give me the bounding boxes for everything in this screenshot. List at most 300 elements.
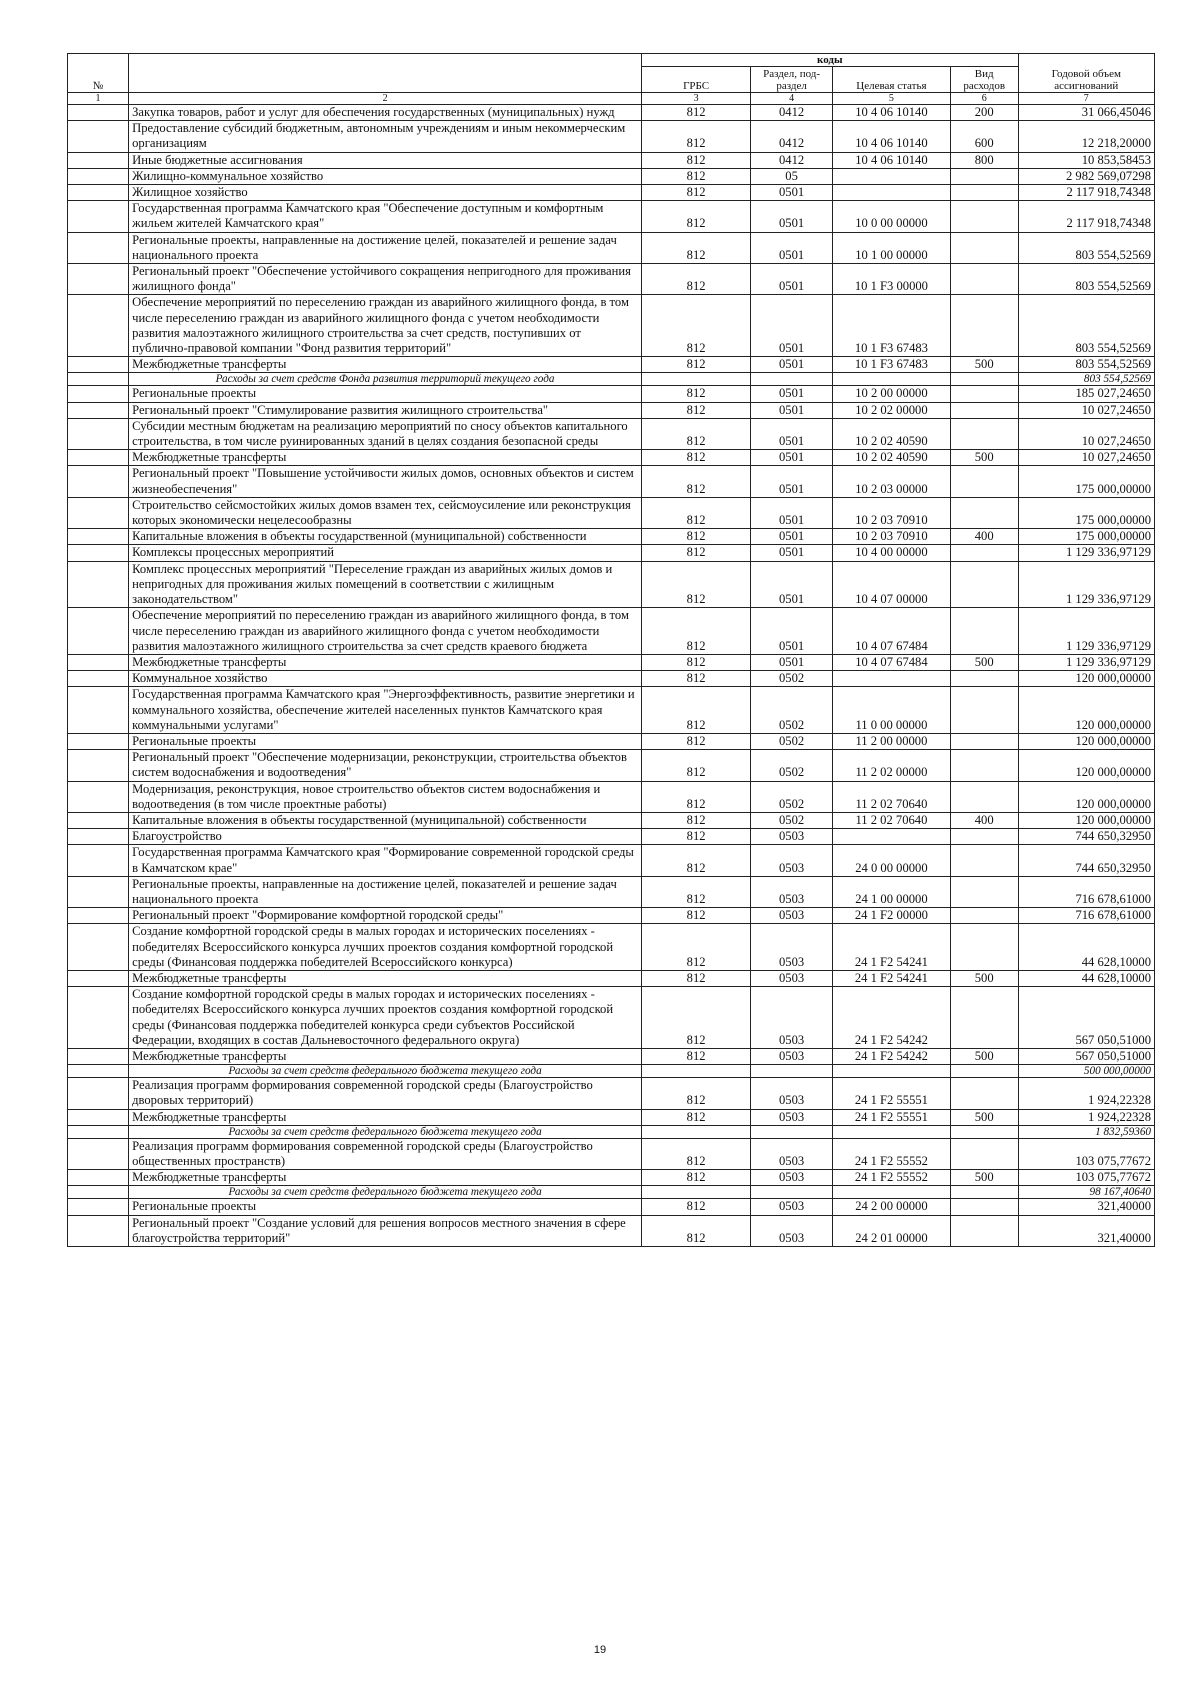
cell-num xyxy=(68,466,129,497)
table-row xyxy=(68,121,1155,152)
cell-section: 0501 xyxy=(751,418,833,449)
table-row xyxy=(68,1199,1155,1215)
cell-amount: 567 050,51000 xyxy=(1018,1048,1154,1064)
cell-section: 0503 xyxy=(751,1109,833,1125)
cell-target: 24 1 F2 55552 xyxy=(833,1170,951,1186)
cell-name: Региональные проекты xyxy=(129,733,642,749)
cell-section: 0501 xyxy=(751,402,833,418)
table-row xyxy=(68,1078,1155,1109)
cell-expense xyxy=(950,781,1018,812)
cell-target: 10 1 F3 67483 xyxy=(833,295,951,357)
table-row xyxy=(68,561,1155,608)
cell-section: 0502 xyxy=(751,733,833,749)
cell-name: Межбюджетные трансферты xyxy=(129,357,642,373)
cell-grbs: 812 xyxy=(642,970,751,986)
table-row xyxy=(68,105,1155,121)
cell-grbs: 812 xyxy=(642,654,751,670)
table-row xyxy=(68,185,1155,201)
cell-name: Расходы за счет средств Фонда развития территорий текущего года xyxy=(129,373,642,386)
cell-amount: 716 678,61000 xyxy=(1018,908,1154,924)
cell-amount: 120 000,00000 xyxy=(1018,687,1154,734)
header-name xyxy=(129,54,642,93)
cell-expense xyxy=(950,987,1018,1049)
cell-name: Комплексы процессных мероприятий xyxy=(129,545,642,561)
cell-num xyxy=(68,168,129,184)
cell-grbs: 812 xyxy=(642,497,751,528)
cell-num xyxy=(68,987,129,1049)
table-header xyxy=(68,54,1155,105)
cell-num xyxy=(68,561,129,608)
cell-target: 10 0 00 00000 xyxy=(833,201,951,232)
cell-expense xyxy=(950,750,1018,781)
table-row xyxy=(68,497,1155,528)
cell-num xyxy=(68,750,129,781)
cell-expense xyxy=(950,876,1018,907)
cell-num xyxy=(68,201,129,232)
table-row xyxy=(68,152,1155,168)
cell-name: Жилищно-коммунальное хозяйство xyxy=(129,168,642,184)
cell-num xyxy=(68,373,129,386)
cell-amount: 120 000,00000 xyxy=(1018,671,1154,687)
cell-grbs: 812 xyxy=(642,201,751,232)
cell-target xyxy=(833,1065,951,1078)
cell-expense xyxy=(950,201,1018,232)
cell-target: 10 1 F3 00000 xyxy=(833,264,951,295)
cell-section xyxy=(751,373,833,386)
cell-section xyxy=(751,1065,833,1078)
cell-num xyxy=(68,970,129,986)
cell-amount: 1 129 336,97129 xyxy=(1018,608,1154,655)
cell-amount: 1 129 336,97129 xyxy=(1018,561,1154,608)
cell-amount: 12 218,20000 xyxy=(1018,121,1154,152)
table-row xyxy=(68,924,1155,971)
cell-amount: 2 117 918,74348 xyxy=(1018,185,1154,201)
cell-num xyxy=(68,654,129,670)
cell-num xyxy=(68,671,129,687)
table-row xyxy=(68,386,1155,402)
cell-name: Межбюджетные трансферты xyxy=(129,654,642,670)
cell-section: 0412 xyxy=(751,121,833,152)
cell-target xyxy=(833,671,951,687)
cell-expense: 600 xyxy=(950,121,1018,152)
cell-amount: 716 678,61000 xyxy=(1018,876,1154,907)
cell-grbs xyxy=(642,1125,751,1138)
cell-target: 24 1 F2 55551 xyxy=(833,1078,951,1109)
cell-target: 10 4 06 10140 xyxy=(833,152,951,168)
cell-name: Межбюджетные трансферты xyxy=(129,450,642,466)
cell-grbs: 812 xyxy=(642,357,751,373)
cell-num xyxy=(68,908,129,924)
cell-target: 24 1 F2 54242 xyxy=(833,1048,951,1064)
table-row xyxy=(68,1048,1155,1064)
cell-amount: 744 650,32950 xyxy=(1018,845,1154,876)
cell-section: 0501 xyxy=(751,545,833,561)
table-row xyxy=(68,1170,1155,1186)
cell-expense xyxy=(950,687,1018,734)
column-number: 6 xyxy=(950,93,1018,105)
cell-section: 0501 xyxy=(751,654,833,670)
cell-section: 0503 xyxy=(751,1078,833,1109)
cell-grbs: 812 xyxy=(642,781,751,812)
cell-expense xyxy=(950,497,1018,528)
cell-expense: 500 xyxy=(950,1109,1018,1125)
cell-section: 0502 xyxy=(751,781,833,812)
cell-num xyxy=(68,121,129,152)
cell-target: 10 4 06 10140 xyxy=(833,121,951,152)
cell-grbs: 812 xyxy=(642,121,751,152)
header-num: № xyxy=(68,54,129,93)
cell-grbs: 812 xyxy=(642,812,751,828)
cell-expense xyxy=(950,402,1018,418)
cell-num xyxy=(68,876,129,907)
column-numbers-row xyxy=(68,93,1155,105)
cell-name: Межбюджетные трансферты xyxy=(129,1048,642,1064)
cell-section: 0503 xyxy=(751,876,833,907)
cell-expense xyxy=(950,295,1018,357)
cell-name: Обеспечение мероприятий по переселению граждан из аварийного жилищного фонда, в том числе переселению граждан из аварийного жилищного фонда с учетом необходимости развития малоэтажного жилищного строительства за счет средств, поступивших от публично-правовой компании "Фонд развития территорий" xyxy=(129,295,642,357)
cell-amount: 1 924,22328 xyxy=(1018,1078,1154,1109)
table-row xyxy=(68,654,1155,670)
cell-name: Модернизация, реконструкция, новое строительство объектов систем водоснабжения и водоотведения (в том числе проектные работы) xyxy=(129,781,642,812)
cell-section: 0502 xyxy=(751,687,833,734)
cell-expense xyxy=(950,561,1018,608)
cell-num xyxy=(68,687,129,734)
cell-amount: 2 982 569,07298 xyxy=(1018,168,1154,184)
table-row xyxy=(68,450,1155,466)
cell-amount: 44 628,10000 xyxy=(1018,924,1154,971)
cell-section: 0501 xyxy=(751,201,833,232)
cell-grbs: 812 xyxy=(642,1199,751,1215)
cell-num xyxy=(68,845,129,876)
cell-section: 0502 xyxy=(751,812,833,828)
cell-name: Региональный проект "Обеспечение устойчивого сокращения непригодного для проживания жилищного фонда" xyxy=(129,264,642,295)
cell-amount: 2 117 918,74348 xyxy=(1018,201,1154,232)
cell-target: 10 1 F3 67483 xyxy=(833,357,951,373)
cell-section: 0501 xyxy=(751,386,833,402)
cell-amount: 803 554,52569 xyxy=(1018,295,1154,357)
cell-amount: 803 554,52569 xyxy=(1018,373,1154,386)
cell-grbs: 812 xyxy=(642,1109,751,1125)
cell-name: Расходы за счет средств федерального бюджета текущего года xyxy=(129,1065,642,1078)
cell-amount: 803 554,52569 xyxy=(1018,357,1154,373)
cell-expense: 800 xyxy=(950,152,1018,168)
cell-expense xyxy=(950,608,1018,655)
cell-num xyxy=(68,1109,129,1125)
cell-target: 10 2 02 40590 xyxy=(833,450,951,466)
cell-amount: 120 000,00000 xyxy=(1018,781,1154,812)
table-row-source-note xyxy=(68,373,1155,386)
cell-name: Региональный проект "Формирование комфортной городской среды" xyxy=(129,908,642,924)
cell-grbs: 812 xyxy=(642,908,751,924)
cell-name: Государственная программа Камчатского края "Энергоэффективность, развитие энергетики и коммунального хозяйства, обеспечение жителей населенных пунктов Камчатского края коммунальными услугами" xyxy=(129,687,642,734)
cell-grbs: 812 xyxy=(642,987,751,1049)
cell-expense xyxy=(950,829,1018,845)
column-number: 5 xyxy=(833,93,951,105)
cell-target: 24 1 F2 54241 xyxy=(833,970,951,986)
cell-section: 0503 xyxy=(751,1048,833,1064)
cell-section: 0503 xyxy=(751,924,833,971)
cell-name: Субсидии местным бюджетам на реализацию мероприятий по сносу объектов капитального строительства, в том числе руинированных зданий в целях создания безопасной среды xyxy=(129,418,642,449)
cell-num xyxy=(68,152,129,168)
table-row xyxy=(68,908,1155,924)
budget-table xyxy=(67,53,1155,1247)
cell-target: 24 1 F2 54242 xyxy=(833,987,951,1049)
cell-section: 0501 xyxy=(751,264,833,295)
cell-grbs: 812 xyxy=(642,418,751,449)
cell-num xyxy=(68,450,129,466)
cell-name: Капитальные вложения в объекты государственной (муниципальной) собственности xyxy=(129,529,642,545)
cell-target: 10 2 03 00000 xyxy=(833,466,951,497)
cell-expense: 500 xyxy=(950,654,1018,670)
cell-amount: 1 129 336,97129 xyxy=(1018,654,1154,670)
page-number: 19 xyxy=(593,1644,607,1656)
cell-amount: 98 167,40640 xyxy=(1018,1186,1154,1199)
cell-expense xyxy=(950,168,1018,184)
cell-name: Реализация программ формирования современной городской среды (Благоустройство дворовых территорий) xyxy=(129,1078,642,1109)
cell-target: 10 2 03 70910 xyxy=(833,529,951,545)
cell-name: Региональный проект "Повышение устойчивости жилых домов, основных объектов и систем жизнеобеспечения" xyxy=(129,466,642,497)
cell-grbs: 812 xyxy=(642,733,751,749)
cell-section: 0503 xyxy=(751,970,833,986)
cell-section: 0502 xyxy=(751,750,833,781)
cell-target xyxy=(833,829,951,845)
cell-target: 10 2 02 40590 xyxy=(833,418,951,449)
cell-grbs: 812 xyxy=(642,232,751,263)
cell-grbs: 812 xyxy=(642,924,751,971)
cell-name: Межбюджетные трансферты xyxy=(129,1109,642,1125)
cell-target: 11 2 02 70640 xyxy=(833,781,951,812)
cell-expense: 400 xyxy=(950,812,1018,828)
cell-section: 0501 xyxy=(751,185,833,201)
cell-expense xyxy=(950,466,1018,497)
cell-amount: 321,40000 xyxy=(1018,1215,1154,1246)
header-codes: коды xyxy=(642,54,1019,67)
cell-section: 0503 xyxy=(751,987,833,1049)
cell-grbs: 812 xyxy=(642,1048,751,1064)
cell-target: 10 2 03 70910 xyxy=(833,497,951,528)
cell-target: 10 2 00 00000 xyxy=(833,386,951,402)
cell-name: Региональный проект "Создание условий для решения вопросов местного значения в сфере благоустройства территорий" xyxy=(129,1215,642,1246)
cell-grbs: 812 xyxy=(642,561,751,608)
column-number: 4 xyxy=(751,93,833,105)
cell-num xyxy=(68,105,129,121)
cell-num xyxy=(68,1048,129,1064)
cell-section: 0503 xyxy=(751,1170,833,1186)
cell-grbs: 812 xyxy=(642,466,751,497)
cell-name: Создание комфортной городской среды в малых городах и исторических поселениях - победителях Всероссийского конкурса лучших проектов создания комфортной городской среды (Финансовая поддержка победителей Всероссийского конкурса) xyxy=(129,924,642,971)
cell-expense: 500 xyxy=(950,970,1018,986)
cell-amount: 1 924,22328 xyxy=(1018,1109,1154,1125)
cell-target: 11 2 02 70640 xyxy=(833,812,951,828)
cell-num xyxy=(68,924,129,971)
cell-num xyxy=(68,1065,129,1078)
cell-expense xyxy=(950,185,1018,201)
cell-num xyxy=(68,829,129,845)
table-row xyxy=(68,201,1155,232)
cell-expense xyxy=(950,845,1018,876)
cell-section: 0501 xyxy=(751,357,833,373)
cell-expense xyxy=(950,264,1018,295)
cell-expense xyxy=(950,671,1018,687)
table-row xyxy=(68,1109,1155,1125)
table-row xyxy=(68,845,1155,876)
cell-grbs: 812 xyxy=(642,671,751,687)
cell-amount: 175 000,00000 xyxy=(1018,497,1154,528)
cell-num xyxy=(68,295,129,357)
table-row-source-note xyxy=(68,1065,1155,1078)
cell-target: 24 1 00 00000 xyxy=(833,876,951,907)
cell-num xyxy=(68,497,129,528)
cell-target: 24 1 F2 55551 xyxy=(833,1109,951,1125)
table-row-source-note xyxy=(68,1125,1155,1138)
cell-expense xyxy=(950,232,1018,263)
cell-num xyxy=(68,545,129,561)
table-row-source-note xyxy=(68,1186,1155,1199)
cell-grbs: 812 xyxy=(642,529,751,545)
cell-amount: 31 066,45046 xyxy=(1018,105,1154,121)
cell-amount: 744 650,32950 xyxy=(1018,829,1154,845)
cell-amount: 500 000,00000 xyxy=(1018,1065,1154,1078)
cell-amount: 803 554,52569 xyxy=(1018,264,1154,295)
cell-expense xyxy=(950,1199,1018,1215)
cell-num xyxy=(68,1078,129,1109)
cell-target: 11 0 00 00000 xyxy=(833,687,951,734)
cell-num xyxy=(68,232,129,263)
cell-amount: 175 000,00000 xyxy=(1018,529,1154,545)
column-number: 3 xyxy=(642,93,751,105)
cell-num xyxy=(68,386,129,402)
cell-grbs: 812 xyxy=(642,608,751,655)
cell-expense: 500 xyxy=(950,357,1018,373)
budget-sheet xyxy=(67,53,1155,1247)
cell-grbs: 812 xyxy=(642,386,751,402)
table-row xyxy=(68,418,1155,449)
cell-grbs: 812 xyxy=(642,450,751,466)
table-row xyxy=(68,1138,1155,1169)
table-row xyxy=(68,608,1155,655)
cell-name: Обеспечение мероприятий по переселению граждан из аварийного жилищного фонда, в том числе переселению граждан из аварийного жилищного фонда с учетом необходимости развития малоэтажного жилищного строительства за счет средств краевого бюджета xyxy=(129,608,642,655)
header-section: Раздел, под-раздел xyxy=(751,67,833,93)
cell-num xyxy=(68,812,129,828)
cell-section: 0503 xyxy=(751,829,833,845)
cell-grbs: 812 xyxy=(642,1215,751,1246)
cell-grbs: 812 xyxy=(642,687,751,734)
column-number: 2 xyxy=(129,93,642,105)
cell-target xyxy=(833,168,951,184)
cell-name: Предоставление субсидий бюджетным, автономным учреждениям и иным некоммерческим организациям xyxy=(129,121,642,152)
cell-grbs xyxy=(642,373,751,386)
cell-name: Комплекс процессных мероприятий "Переселение граждан из аварийных жилых домов и непригодных для проживания жилых помещений в соответствии с жилищным законодательством" xyxy=(129,561,642,608)
cell-num xyxy=(68,1138,129,1169)
cell-num xyxy=(68,1215,129,1246)
cell-grbs: 812 xyxy=(642,845,751,876)
column-number: 7 xyxy=(1018,93,1154,105)
cell-section: 0501 xyxy=(751,295,833,357)
cell-section: 0501 xyxy=(751,232,833,263)
cell-name: Расходы за счет средств федерального бюджета текущего года xyxy=(129,1125,642,1138)
table-row xyxy=(68,295,1155,357)
cell-name: Межбюджетные трансферты xyxy=(129,1170,642,1186)
table-row xyxy=(68,402,1155,418)
cell-target: 24 1 F2 54241 xyxy=(833,924,951,971)
table-row xyxy=(68,232,1155,263)
cell-grbs: 812 xyxy=(642,545,751,561)
cell-name: Расходы за счет средств федерального бюджета текущего года xyxy=(129,1186,642,1199)
cell-grbs: 812 xyxy=(642,750,751,781)
table-row xyxy=(68,733,1155,749)
cell-grbs: 812 xyxy=(642,105,751,121)
cell-target: 10 4 07 00000 xyxy=(833,561,951,608)
cell-target: 10 4 07 67484 xyxy=(833,654,951,670)
cell-section: 0412 xyxy=(751,152,833,168)
cell-expense xyxy=(950,1186,1018,1199)
cell-amount: 103 075,77672 xyxy=(1018,1138,1154,1169)
cell-expense xyxy=(950,386,1018,402)
cell-name: Региональный проект "Обеспечение модернизации, реконструкции, строительства объектов систем водоснабжения и водоотведения" xyxy=(129,750,642,781)
cell-expense xyxy=(950,924,1018,971)
table-row xyxy=(68,829,1155,845)
table-row xyxy=(68,466,1155,497)
cell-expense xyxy=(950,733,1018,749)
header-expense: Вид расходов xyxy=(950,67,1018,93)
table-row xyxy=(68,168,1155,184)
cell-expense xyxy=(950,418,1018,449)
cell-amount: 120 000,00000 xyxy=(1018,733,1154,749)
column-number: 1 xyxy=(68,93,129,105)
cell-name: Создание комфортной городской среды в малых городах и исторических поселениях - победителях Всероссийского конкурса лучших проектов создания комфортной городской среды (Финансовая поддержка победителей конкурса среди субъектов Российской Федерации, входящих в состав Дальневосточного федерального округа) xyxy=(129,987,642,1049)
cell-section xyxy=(751,1125,833,1138)
header-target: Целевая статья xyxy=(833,67,951,93)
cell-expense xyxy=(950,1125,1018,1138)
cell-section: 0503 xyxy=(751,845,833,876)
cell-grbs: 812 xyxy=(642,829,751,845)
cell-num xyxy=(68,1186,129,1199)
cell-grbs: 812 xyxy=(642,264,751,295)
cell-amount: 10 027,24650 xyxy=(1018,418,1154,449)
cell-amount: 10 027,24650 xyxy=(1018,402,1154,418)
cell-target: 24 2 01 00000 xyxy=(833,1215,951,1246)
cell-name: Закупка товаров, работ и услуг для обеспечения государственных (муниципальных) нужд xyxy=(129,105,642,121)
cell-expense: 500 xyxy=(950,1048,1018,1064)
cell-target: 10 2 02 00000 xyxy=(833,402,951,418)
cell-target: 24 0 00 00000 xyxy=(833,845,951,876)
table-row xyxy=(68,876,1155,907)
cell-grbs: 812 xyxy=(642,402,751,418)
cell-name: Региональные проекты, направленные на достижение целей, показателей и решение задач национального проекта xyxy=(129,876,642,907)
cell-section: 0503 xyxy=(751,1215,833,1246)
cell-grbs: 812 xyxy=(642,1170,751,1186)
cell-expense xyxy=(950,908,1018,924)
cell-section: 0501 xyxy=(751,529,833,545)
table-row xyxy=(68,970,1155,986)
cell-amount: 120 000,00000 xyxy=(1018,812,1154,828)
cell-num xyxy=(68,402,129,418)
cell-amount: 1 832,59360 xyxy=(1018,1125,1154,1138)
cell-section: 0501 xyxy=(751,450,833,466)
cell-target: 11 2 02 00000 xyxy=(833,750,951,781)
cell-num xyxy=(68,264,129,295)
cell-expense xyxy=(950,1215,1018,1246)
cell-grbs: 812 xyxy=(642,168,751,184)
cell-target xyxy=(833,1125,951,1138)
cell-num xyxy=(68,608,129,655)
cell-name: Региональный проект "Стимулирование развития жилищного строительства" xyxy=(129,402,642,418)
cell-num xyxy=(68,185,129,201)
cell-target: 10 4 06 10140 xyxy=(833,105,951,121)
table-row xyxy=(68,529,1155,545)
cell-section: 0503 xyxy=(751,1138,833,1169)
cell-name: Капитальные вложения в объекты государственной (муниципальной) собственности xyxy=(129,812,642,828)
